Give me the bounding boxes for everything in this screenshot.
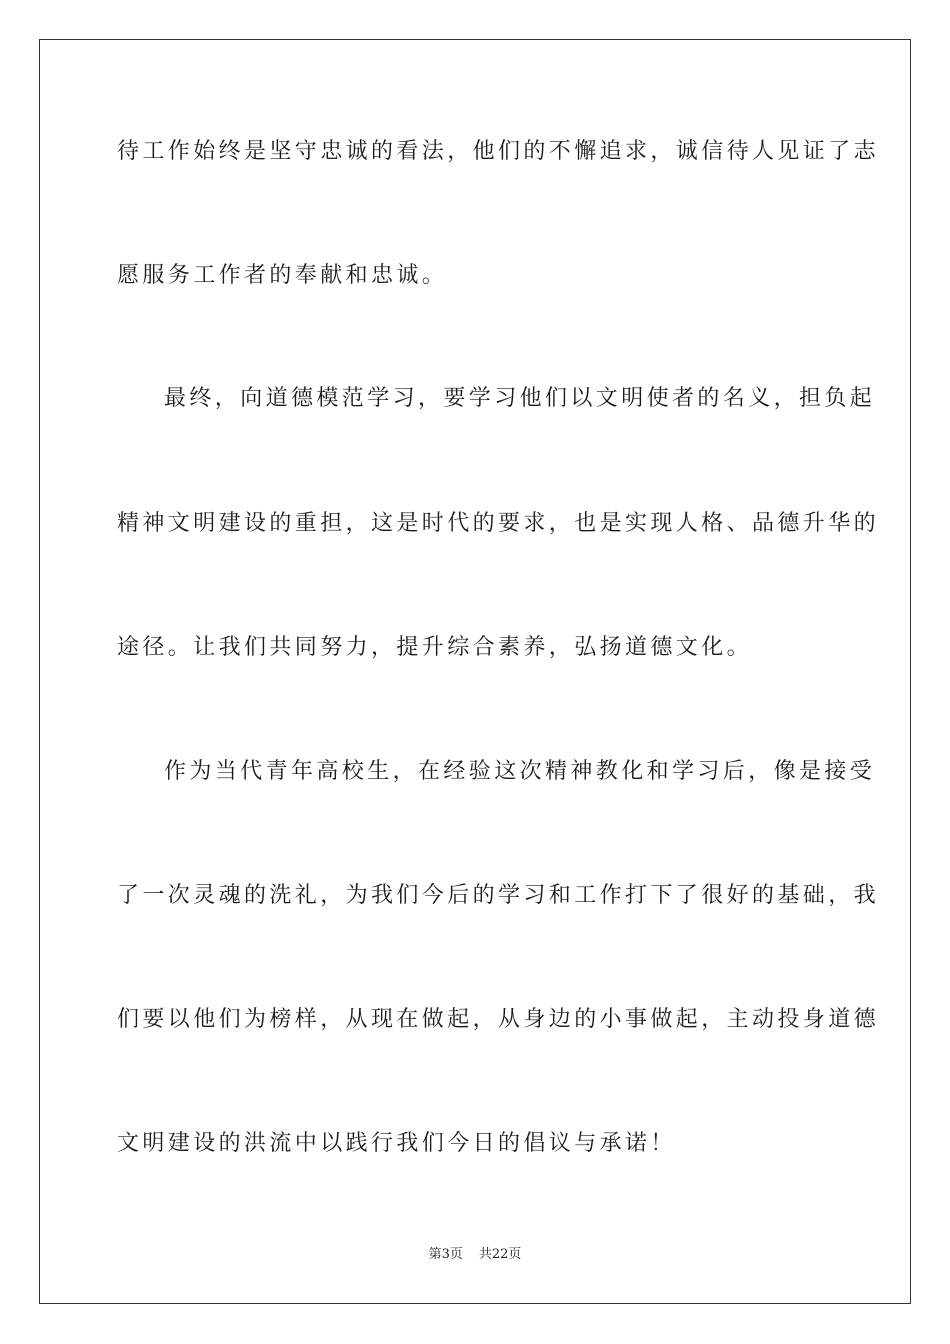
text-line-3: 最终，向道德模范学习，要学习他们以文明使者的名义，担负起	[164, 386, 876, 411]
page-footer	[0, 1246, 950, 1264]
text-line-2: 愿服务工作者的奉献和忠诚。	[117, 263, 448, 288]
text-line-6: 作为当代青年高校生，在经验这次精神教化和学习后，像是接受	[164, 759, 876, 784]
text-line-8: 们要以他们为榜样，从现在做起，从身边的小事做起，主动投身道德	[117, 1007, 880, 1032]
page-total: 共22页	[478, 1247, 522, 1262]
text-line-7: 了一次灵魂的洗礼，为我们今后的学习和工作打下了很好的基础，我	[117, 883, 880, 908]
text-line-5: 途径。让我们共同努力，提升综合素养，弘扬道德文化。	[117, 635, 753, 660]
text-line-4: 精神文明建设的重担，这是时代的要求，也是实现人格、品德升华的	[117, 511, 880, 536]
text-line-9: 文明建设的洪流中以践行我们今日的倡议与承诺！	[117, 1131, 676, 1156]
page-frame	[39, 39, 911, 1304]
text-line-1: 待工作始终是坚守忠诚的看法，他们的不懈追求，诚信待人见证了志	[117, 139, 880, 164]
page-number: 第3页	[428, 1247, 463, 1262]
